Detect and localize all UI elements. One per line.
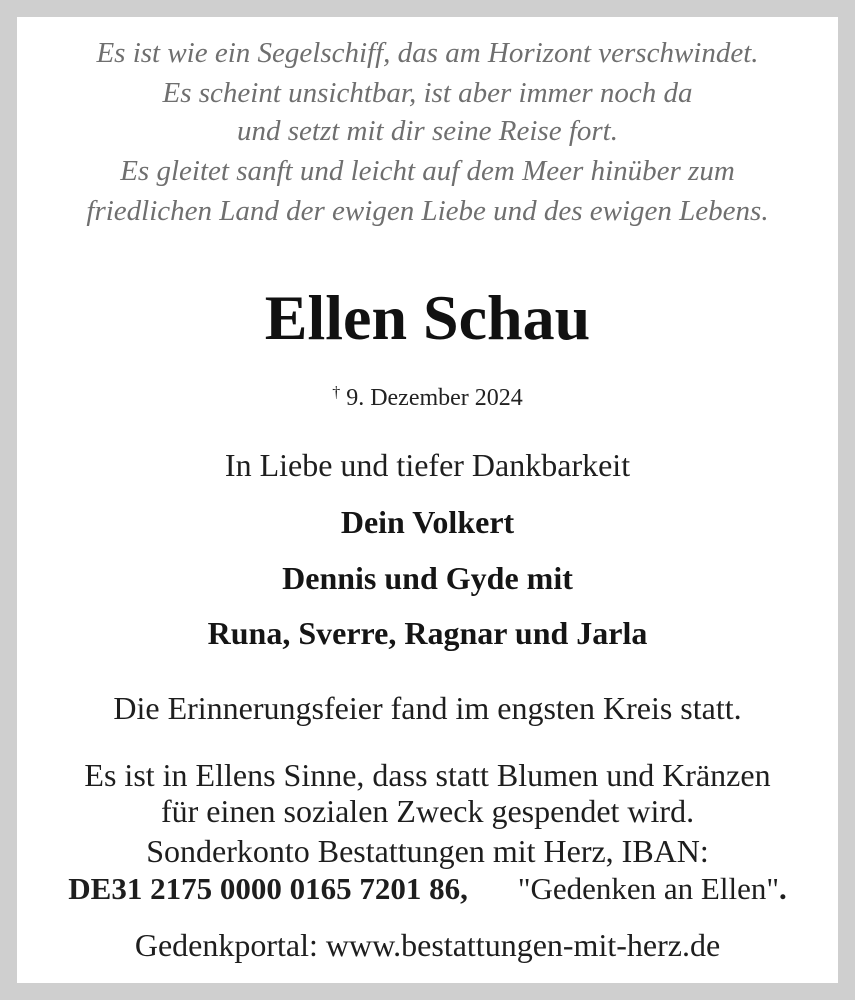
poem-line-2: Es scheint unsichtbar, ist aber immer noch da [162,77,693,109]
poem-line-1: Es ist wie ein Segelschiff, das am Horizont verschwindet. [96,37,759,69]
death-date: 9. Dezember 2024 [346,385,523,411]
mourners-intro: In Liebe und tiefer Dankbarkeit [224,447,631,483]
iban-number: DE31 2175 0000 0165 7201 86, [68,871,468,906]
donation-reference: "Gedenken an Ellen" [517,871,779,906]
mourner-line-3: Runa, Sverre, Ragnar und Jarla [207,615,648,651]
deceased-name: Ellen Schau [264,282,591,353]
ceremony-note: Die Erinnerungsfeier fand im engsten Kreis statt. [113,690,742,726]
iban-row [17,870,838,908]
mourner-line-2: Dennis und Gyde mit [282,560,573,596]
poem-line-3: und setzt mit dir seine Reise fort. [237,115,618,147]
donation-line-2: für einen sozialen Zweck gespendet wird. [160,793,695,829]
mourner-line-1: Dein Volkert [340,504,515,540]
cross-symbol: † [332,384,341,401]
poem-line-5: friedlichen Land der ewigen Liebe und des ewigen Lebens. [86,195,769,227]
memorial-portal: Gedenkportal: www.bestattungen-mit-herz.de [134,927,721,963]
donation-line-1: Es ist in Ellens Sinne, dass statt Blumen und Kränzen [84,757,771,793]
donation-line-3: Sonderkonto Bestattungen mit Herz, IBAN: [146,833,709,869]
donation-reference-end: . [778,871,787,906]
death-date-line [17,378,838,413]
poem-line-4: Es gleitet sanft und leicht auf dem Meer hinüber zum [120,155,735,187]
